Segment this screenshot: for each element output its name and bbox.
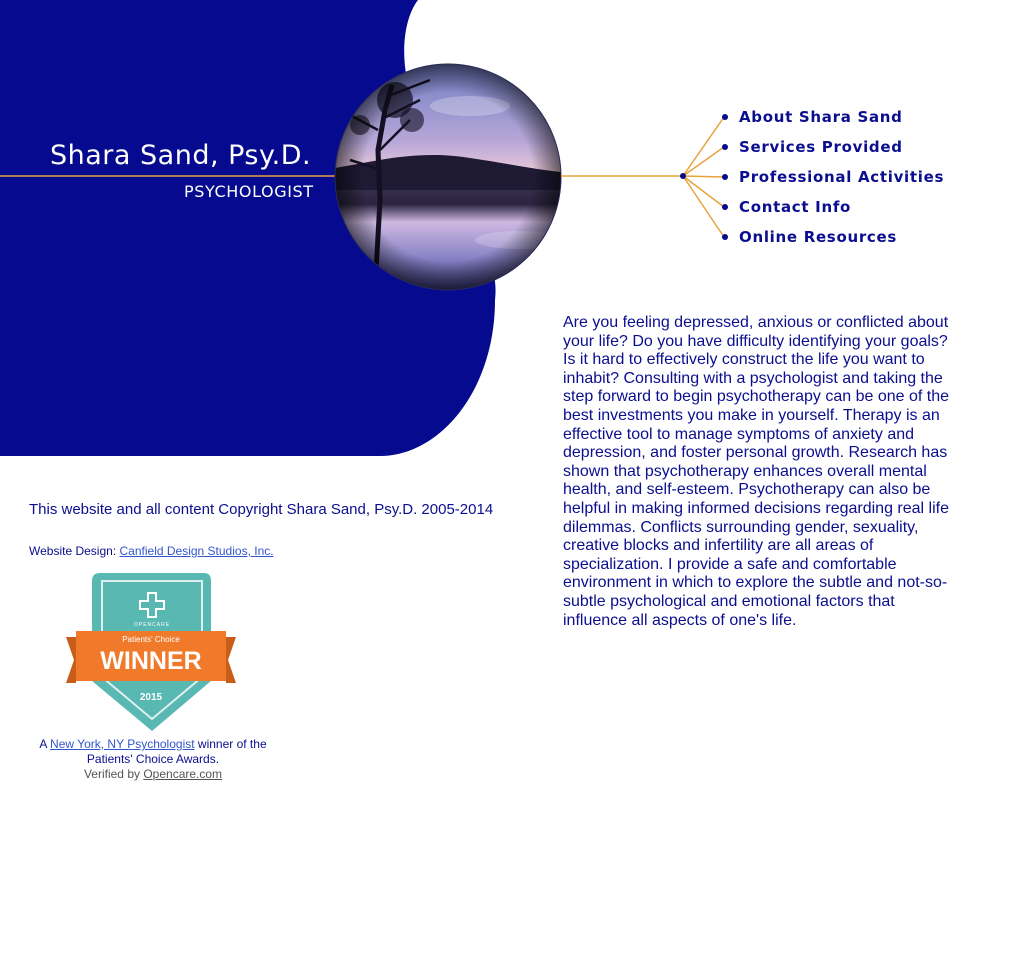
intro-paragraph: Are you feeling depressed, anxious or conflicted about your life? Do you have difficulty identifying your goals? Is it hard to effectively construct the life you want to inhabit? Consulting with a psychologist and taking the step forward to begin psychotherapy can be one of the best investments you make in yourself. Therapy is an effective tool to manage symptoms of anxiety and depression, and foster personal growth. Research has shown that psychotherapy enhances overall mental health, and self-esteem. Psychotherapy can also be helpful in making informed decisions regarding real life dilemmas. Conflicts surrounding gender, sexuality, creative blocks and infertility are all areas of specialization. I provide a safe and comfortable environment in which to explore the subtle and not-so-subtle psychological and emotional factors that influence all aspects of one's life. bbox=[563, 314, 950, 629]
badge-year: 2015 bbox=[139, 692, 163, 703]
award-badge[interactable] bbox=[66, 571, 236, 733]
brand-name: Shara Sand, Psy.D. bbox=[50, 140, 312, 171]
nav-about[interactable]: About Shara Sand bbox=[739, 108, 903, 126]
nav-online-resources[interactable]: Online Resources bbox=[739, 228, 898, 246]
design-credit-link[interactable]: Canfield Design Studios, Inc. bbox=[119, 544, 274, 558]
badge-winner: WINNER bbox=[100, 647, 202, 675]
verified-label: Verified by bbox=[83, 767, 140, 781]
nav-professional-activities[interactable]: Professional Activities bbox=[739, 168, 945, 186]
nav-contact[interactable]: Contact Info bbox=[739, 198, 852, 216]
award-caption bbox=[30, 737, 276, 782]
brand-title: PSYCHOLOGIST bbox=[184, 182, 314, 201]
badge-subtitle: Patients' Choice bbox=[122, 635, 180, 644]
award-prefix: A bbox=[39, 737, 47, 751]
design-credit bbox=[29, 544, 274, 558]
award-suffix: winner of the Patients' Choice Awards. bbox=[86, 737, 267, 766]
design-credit-label: Website Design: bbox=[29, 544, 117, 558]
award-profile-link[interactable]: New York, NY Psychologist bbox=[50, 737, 195, 751]
opencare-link[interactable]: Opencare.com bbox=[143, 767, 223, 781]
nav-services[interactable]: Services Provided bbox=[739, 138, 903, 156]
copyright-notice: This website and all content Copyright Shara Sand, Psy.D. 2005-2014 bbox=[29, 501, 494, 518]
badge-brand: OPENCARE bbox=[133, 622, 171, 628]
